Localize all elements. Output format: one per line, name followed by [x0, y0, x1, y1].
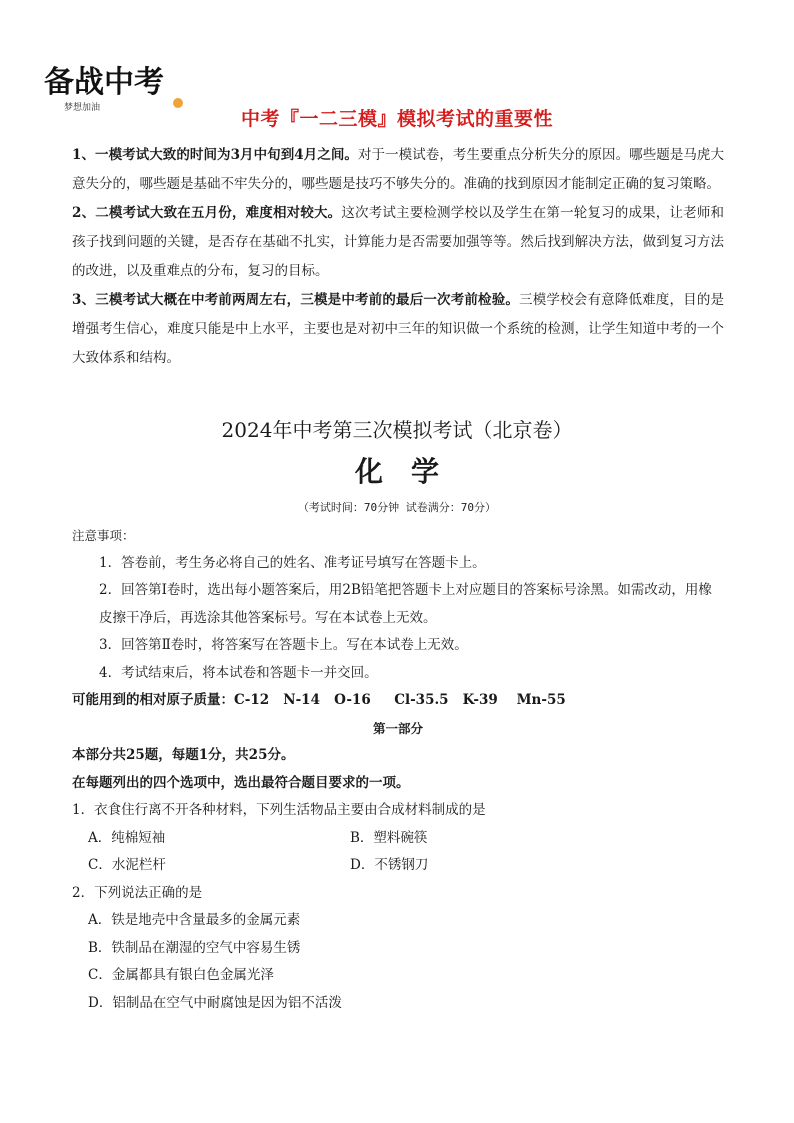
question-1-option-d: D．不锈钢刀: [350, 857, 429, 873]
notice-item: 1．答卷前，考生务必将自己的姓名、准考证号填写在答题卡上。: [99, 554, 486, 571]
exam-title: 2024年中考第三次模拟考试（北京卷）: [221, 418, 573, 442]
question-1-options-row-2: [72, 852, 724, 880]
notice-item: 2．回答第Ⅰ卷时，选出每小题答案后，用2B铅笔把答题卡上对应题目的答案标号涂黑。如需改动，用橡皮擦干净后，再选涂其他答案标号。写在本试卷上无效。: [99, 582, 712, 626]
intro-1-bold: 1、一模考试大致的时间为3月中旬到4月之间。: [72, 147, 358, 163]
intro-1-text: 对于一模试卷，考生要重点分析失分的原因。哪些题是马虎大意失分的，哪些题是基础不牢失分的，哪些题是技巧不够失分的。准确的找到原因才能制定正确的复习策略。: [72, 147, 724, 192]
question-2-option-a: A．铁是地壳中含量最多的金属元素: [88, 912, 301, 928]
atomic-mass-line: 可能用到的相对原子质量：C-12 N-14 O-16 Cl-35.5 K-39 Mn-55: [72, 692, 566, 708]
notice-heading: 注意事项：: [72, 528, 135, 543]
question-1-option-c: C．水泥栏杆: [88, 857, 166, 873]
logo-sub-text: 梦想加油: [64, 103, 101, 113]
question-1-options-row-1: [72, 825, 724, 853]
headline: 中考『一二三模』模拟考试的重要性: [240, 108, 553, 130]
logo-main-text: 备战中考: [44, 65, 164, 100]
question-2-option-d: D．铝制品在空气中耐腐蚀是因为铝不活泼: [88, 994, 342, 1011]
question-2-option-b: B．铁制品在潮湿的空气中容易生锈: [88, 939, 301, 956]
intro-paragraph-1: [72, 141, 724, 199]
exam-info: （考试时间：70分钟 试卷满分：70分）: [297, 501, 497, 514]
question-1-stem: 1．衣食住行离不开各种材料，下列生活物品主要由合成材料制成的是: [72, 802, 486, 818]
exam-subject: 化学: [354, 455, 467, 488]
intro-section: [72, 141, 724, 373]
notice-item: 3．回答第Ⅱ卷时，将答案写在答题卡上。写在本试卷上无效。: [99, 637, 468, 653]
question-1-option-a: A．纯棉短袖: [88, 829, 166, 846]
question-1-option-b: B．塑料碗筷: [350, 829, 428, 846]
intro-2-text: 这次考试主要检测学校以及学生在第一轮复习的成果，让老师和孩子找到问题的关键，是否存在基础不扎实，计算能力是否需要加强等等。然后找到解决方法，做到复习方法的改进，以及重难点的分布，复习的目标。: [72, 205, 724, 279]
intro-3-text: 三模学校会有意降低难度，目的是增强考生信心，难度只能是中上水平，主要也是对初中三年的知识做一个系统的检测，让学生知道中考的一个大致体系和结构。: [72, 292, 724, 366]
question-2-option-c: C．金属都具有银白色金属光泽: [88, 967, 274, 983]
part-title: 第一部分: [372, 720, 423, 736]
intro-paragraph-2: [72, 199, 724, 286]
intro-2-bold: 2、二模考试大致在五月份，难度相对较大。: [72, 205, 342, 221]
intro-paragraph-3: [72, 286, 724, 373]
exam-body: [72, 522, 724, 1017]
part-instruction: 在每题列出的四个选项中，选出最符合题目要求的一项。: [72, 774, 410, 791]
part-description: 本部分共25题，每题1分，共25分。: [72, 747, 295, 763]
intro-3-bold: 3、三模考试大概在中考前两周左右，三模是中考前的最后一次考前检验。: [72, 292, 520, 308]
question-2-stem: 2．下列说法正确的是: [72, 884, 203, 901]
notice-item: 4．考试结束后，将本试卷和答题卡一并交回。: [99, 664, 378, 681]
